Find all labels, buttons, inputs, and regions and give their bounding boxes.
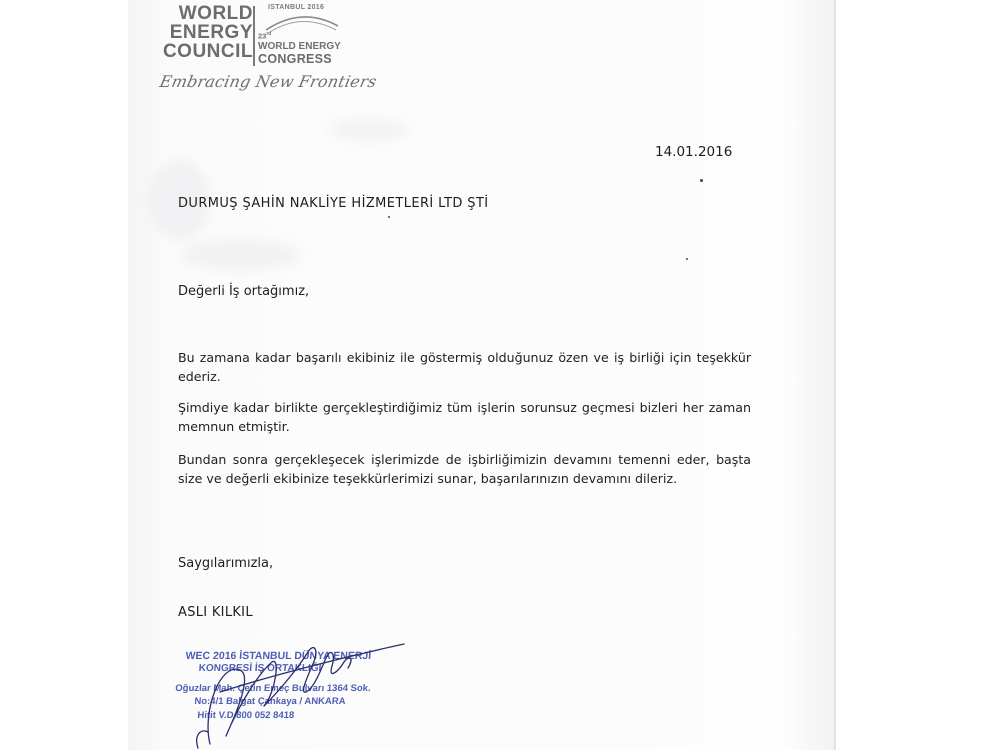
paper-edge xyxy=(834,0,836,750)
handwritten-signature xyxy=(180,632,410,750)
congress-mark xyxy=(258,4,358,68)
scan-speck xyxy=(686,258,688,260)
event-edition xyxy=(258,31,271,41)
stamp-line: Hitit V.D.800 052 8418 xyxy=(197,710,295,721)
scan-speck xyxy=(700,179,703,182)
signer-name: ASLI KILKIL xyxy=(178,605,253,620)
letter-date: 14.01.2016 xyxy=(655,144,733,160)
wec-wordmark xyxy=(163,4,253,61)
letterhead-tagline: Embracing New Frontiers xyxy=(157,72,379,91)
edition-number: 23 xyxy=(258,31,267,41)
edition-suffix: rd xyxy=(266,31,272,37)
letter-paragraph: Şimdiye kadar birlikte gerçekleştirdiğimiz tüm işlerin sorunsuz geçmesi bizleri her zaman memnun etmiştir. xyxy=(178,400,751,434)
congress-arc-icon xyxy=(262,8,342,34)
wordmark-line: ENERGY xyxy=(169,22,253,43)
letter-paragraph: Bu zamana kadar başarılı ekibiniz ile göstermiş olduğunuz özen ve iş birliği için teşekkür ederiz. xyxy=(178,350,751,384)
stamp-line: WEC 2016 İSTANBUL DÜNYA ENERJİ xyxy=(185,650,372,662)
logo-divider xyxy=(253,6,255,66)
event-name-line2: CONGRESS xyxy=(258,52,332,66)
letter-salutation: Değerli İş ortağımız, xyxy=(178,284,310,299)
wordmark-line: COUNCIL xyxy=(162,41,253,62)
letter-closing: Saygılarımızla, xyxy=(178,556,274,571)
scan-smudge xyxy=(180,240,300,270)
letter-recipient: DURMUŞ ŞAHİN NAKLİYE HİZMETLERİ LTD ŞTİ xyxy=(178,196,489,211)
event-city-year: ISTANBUL 2016 xyxy=(268,4,325,11)
scan-speck xyxy=(388,216,390,218)
letter-paragraph: Bundan sonra gerçekleşecek işlerimizde de işbirliğimizin devamını temenni eder, başta size ve değerli ekibinize teşekkürlerimizi sunar, başarılarınızın devamını dileriz. xyxy=(178,452,751,486)
wordmark-line: WORLD xyxy=(178,3,253,24)
stamp-line: No:4/1 Balgat Çankaya / ANKARA xyxy=(194,696,346,707)
stamp-line: Oğuzlar Mah. Çetin Emeç Bulvarı 1364 Sok. xyxy=(174,683,372,694)
scan-smudge xyxy=(330,120,410,140)
event-name-line1: WORLD ENERGY xyxy=(258,41,341,52)
stamp-line: KONGRESİ İŞ ORTAKLIĞI xyxy=(198,663,322,674)
